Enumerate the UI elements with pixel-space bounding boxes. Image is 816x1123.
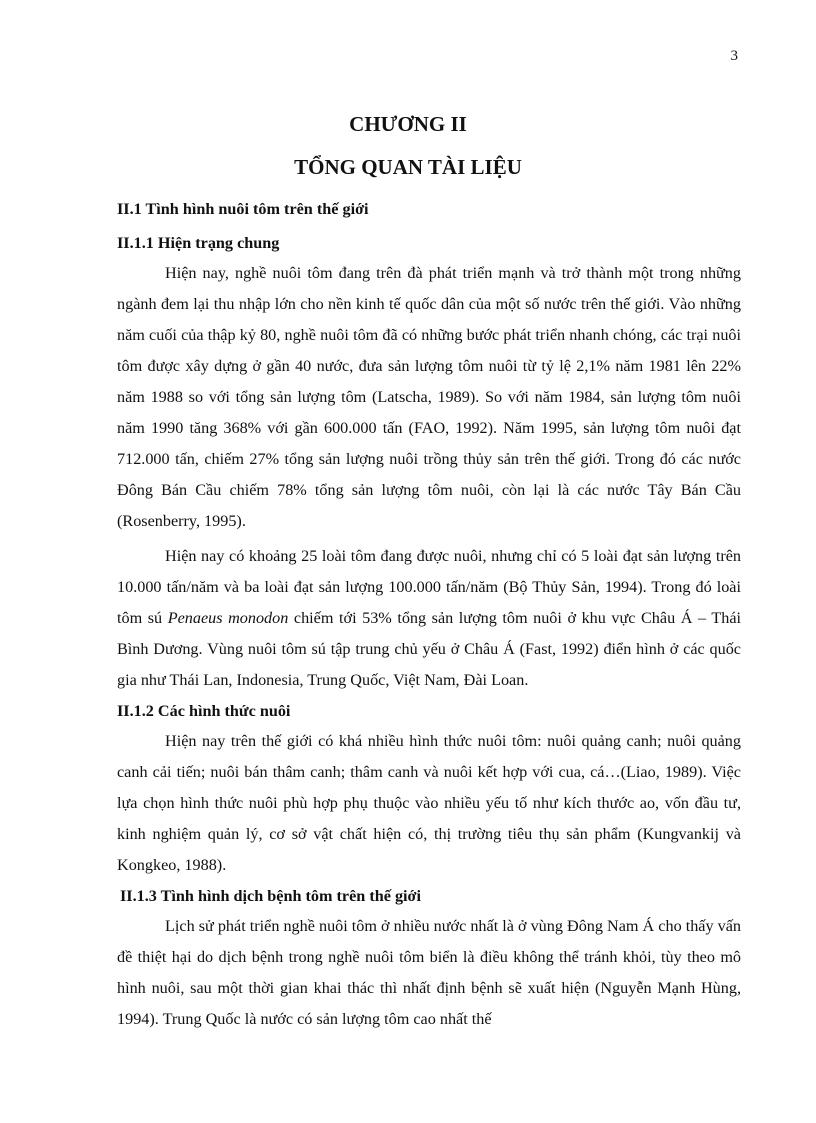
chapter-title: TỔNG QUAN TÀI LIỆU xyxy=(294,155,522,179)
page-number: 3 xyxy=(730,48,738,64)
subsection-heading-disease-situation: II.1.3 Tình hình dịch bệnh tôm trên thế giới xyxy=(120,887,422,905)
subsection-heading-current-status: II.1.1 Hiện trạng chung xyxy=(117,234,280,252)
species-name: Penaeus monodon xyxy=(167,609,289,627)
subsection-heading-farming-methods: II.1.2 Các hình thức nuôi xyxy=(117,702,291,720)
section-heading: II.1 Tình hình nuôi tôm trên thế giới xyxy=(117,200,369,218)
chapter-label: CHƯƠNG II xyxy=(349,112,467,136)
paragraph-text: chiếm tới 53% tổng sản lượng tôm nuôi ở khu vực Châu Á – Thái Bình Dương. Vùng nuôi tôm sú tập trung chủ yếu ở Châu Á (Fast, 1992) điển hình ở các quốc gia như Thái Lan, Indonesia, Trung Quốc, Việt Nam, Đài Loan. xyxy=(117,609,741,689)
paragraph-disease-situation: Lịch sử phát triển nghề nuôi tôm ở nhiều nước nhất là ở vùng Đông Nam Á cho thấy vấn đề thiệt hại do dịch bệnh trong nghề nuôi tôm biển là điều không thể tránh khỏi, tùy theo mô hình nuôi, sau một thời gian khai thác thì nhất định bệnh sẽ xuất hiện (Nguyễn Mạnh Hùng, 1994). Trung Quốc là nước có sản lượng tôm cao nhất thế xyxy=(117,917,741,1028)
document-body xyxy=(117,198,741,1039)
paragraph-current-status-2 xyxy=(117,541,741,696)
paragraph-text: Hiện nay có khoảng 25 loài tôm đang được nuôi, nhưng chỉ có 5 loài đạt sản lượng trên 10.000 tấn/năm và ba loài đạt sản lượng 100.000 tấn/năm (Bộ Thủy Sản, 1994). Trong đó loài tôm sú xyxy=(117,547,741,627)
paragraph-farming-methods: Hiện nay trên thế giới có khá nhiều hình thức nuôi tôm: nuôi quảng canh; nuôi quảng canh cải tiến; nuôi bán thâm canh; thâm canh và nuôi kết hợp với cua, cá…(Liao, 1989). Việc lựa chọn hình thức nuôi phù hợp phụ thuộc vào nhiều yếu tố như kích thước ao, vốn đầu tư, kinh nghiệm quản lý, cơ sở vật chất hiện có, thị trường tiêu thụ sản phẩm (Kungvankij và Kongkeo, 1988). xyxy=(117,732,741,874)
paragraph-current-status-1: Hiện nay, nghề nuôi tôm đang trên đà phát triển mạnh và trở thành một trong những ngành đem lại thu nhập lớn cho nền kinh tế quốc dân của một số nước trên thế giới. Vào những năm cuối của thập kỷ 80, nghề nuôi tôm đã có những bước phát triển nhanh chóng, các trại nuôi tôm được xây dựng ở gần 40 nước, đưa sản lượng tôm nuôi từ tỷ lệ 2,1% năm 1981 lên 22% năm 1988 so với tổng sản lượng tôm (Latscha, 1989). So với năm 1984, sản lượng tôm nuôi năm 1990 tăng 368% với gần 600.000 tấn (FAO, 1992). Năm 1995, sản lượng tôm nuôi đạt 712.000 tấn, chiếm 27% tổng sản lượng nuôi trồng thủy sản trên thế giới. Trong đó các nước Đông Bán Cầu chiếm 78% tổng sản lượng tôm nuôi, còn lại là các nước Tây Bán Cầu (Rosenberry, 1995). xyxy=(117,264,741,530)
